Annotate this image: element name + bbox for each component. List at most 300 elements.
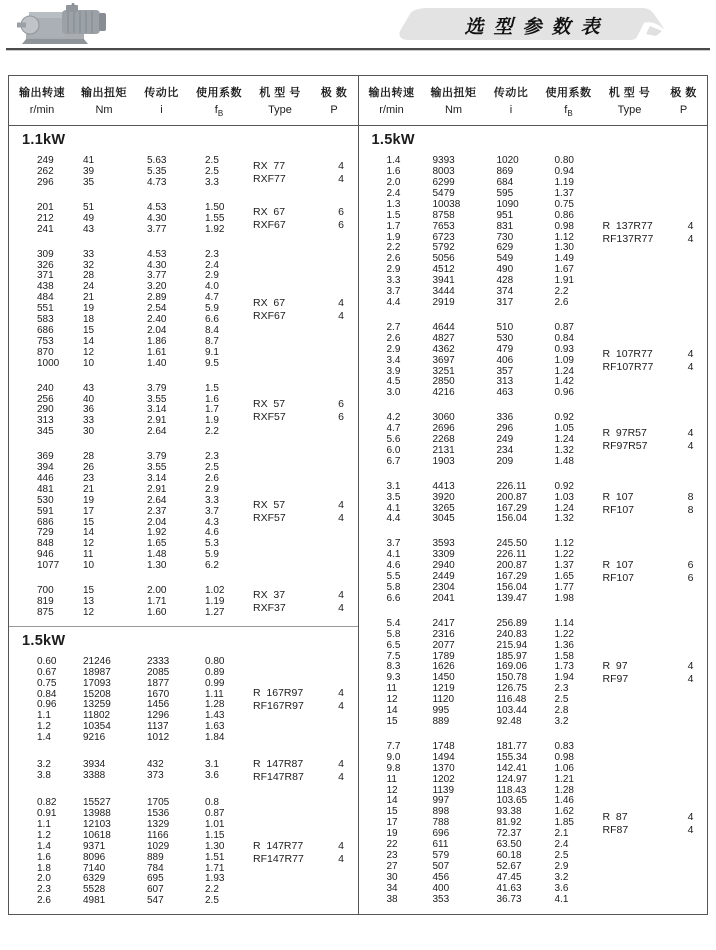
ratio-value: 296 [496, 423, 514, 435]
output-torque-value: 12 [83, 606, 95, 618]
model-type-value: RX 37 [253, 589, 286, 602]
output-speed-value: 15 [386, 806, 398, 818]
ratio-value: 695 [147, 873, 164, 885]
output-torque-value: 1139 [432, 784, 455, 796]
ratio-value: 2.89 [147, 292, 167, 304]
output-speed-value: 14 [386, 705, 398, 717]
service-factor-value: 1.12 [554, 538, 574, 550]
output-speed-value: 9.3 [386, 672, 401, 684]
service-factor-value: 2.9 [554, 860, 569, 872]
output-speed-value: 6.7 [386, 455, 401, 467]
output-torque-value: 17 [83, 505, 95, 517]
pole-count-value: 4 [338, 499, 344, 512]
ratio-value: 432 [147, 759, 164, 771]
output-torque-value: 18 [83, 314, 95, 326]
pole-count-value: 6 [687, 572, 694, 585]
ratio-value: 81.92 [496, 817, 522, 829]
pole-count [327, 499, 355, 525]
column-header-5 [662, 84, 706, 118]
pole-count-value: 4 [687, 440, 694, 453]
output-torque-value: 8758 [432, 209, 455, 221]
service-factor-value: 1.62 [554, 806, 574, 818]
model-type-value: R 97R57 [602, 427, 647, 440]
ratio-value: 2.64 [147, 426, 167, 438]
column-label: 输出扭矩 [430, 87, 477, 99]
output-speed-value: 3.2 [37, 759, 51, 771]
service-factor-value: 2.5 [205, 155, 219, 167]
group-values [37, 250, 251, 370]
service-factor-value: 1.24 [554, 365, 574, 377]
output-torque-value: 11802 [83, 710, 111, 722]
output-torque-value: 21246 [83, 655, 111, 667]
ratio-value: 2.04 [147, 324, 167, 336]
service-factor-value: 2.5 [554, 849, 569, 861]
ratio-value: 156.04 [496, 582, 528, 593]
service-factor-value: 1.65 [554, 571, 574, 583]
ratio-value: 52.67 [496, 860, 522, 872]
ratio-value: 3.14 [147, 404, 167, 416]
output-speed-value: 4.4 [386, 513, 401, 525]
output-torque-value: 1219 [432, 683, 455, 695]
output-torque-value: 3444 [432, 286, 455, 298]
pole-count [327, 206, 355, 232]
parameter-group [9, 196, 358, 243]
column-unit: $f_B$ [214, 104, 224, 119]
column-header-1 [75, 84, 133, 118]
output-torque-value: 3593 [432, 538, 455, 550]
output-speed-value: 551 [37, 303, 54, 315]
output-torque-value: 43 [83, 223, 95, 235]
parameter-group [9, 751, 358, 791]
output-torque-value: 8003 [432, 166, 455, 178]
ratio-value: 124.97 [496, 773, 528, 785]
pole-count-value: 4 [338, 159, 344, 172]
output-speed-value: 686 [37, 324, 54, 336]
output-torque-value: 12 [83, 538, 95, 550]
column-unit: Type [617, 104, 642, 116]
model-type-value: RXF57 [253, 410, 286, 423]
model-type [253, 297, 327, 323]
output-torque-value: 17093 [83, 677, 111, 689]
output-torque-value: 6299 [432, 177, 455, 188]
ratio-value: 607 [147, 884, 164, 896]
service-factor-value: 5.9 [205, 549, 219, 561]
model-type-value: R 147R87 [253, 758, 304, 771]
service-factor-value: 2.5 [205, 895, 219, 907]
output-torque-value: 10 [83, 357, 95, 369]
output-torque-value: 3934 [83, 759, 106, 771]
ratio-value: 103.44 [496, 705, 528, 717]
service-factor-value: 2.2 [554, 286, 569, 298]
output-torque-value: 1120 [432, 694, 455, 706]
ratio-value: 336 [496, 412, 514, 424]
pole-count-value: 4 [338, 512, 344, 525]
output-torque-value: 39 [83, 166, 95, 178]
output-speed-value: 11 [386, 773, 397, 785]
parameter-group [9, 377, 358, 446]
output-speed-value: 484 [37, 292, 54, 304]
parameter-group [359, 406, 708, 475]
output-speed-value: 3.5 [386, 491, 401, 503]
output-speed-value: 1.9 [386, 231, 401, 243]
output-torque-value: 7653 [432, 220, 455, 232]
pole-count [677, 660, 705, 686]
pole-count-value: 4 [338, 687, 344, 700]
pole-count-value: 4 [338, 852, 344, 865]
output-torque-value: 9393 [432, 155, 455, 167]
output-torque-value: 13 [83, 596, 95, 607]
service-factor-value: 1.12 [554, 231, 574, 243]
ratio-value: 139.47 [496, 592, 528, 604]
output-speed-value: 1.3 [386, 198, 401, 210]
output-speed-value: 446 [37, 472, 54, 484]
output-torque-value: 15527 [83, 797, 111, 809]
output-torque-value: 7140 [83, 862, 106, 874]
model-type-value: R 167R97 [253, 687, 304, 700]
output-torque-value: 5792 [432, 242, 455, 254]
pole-count-value: 6 [338, 206, 344, 219]
ratio-value: 374 [496, 286, 514, 298]
output-speed-value: 848 [37, 538, 54, 550]
output-torque-value: 5479 [432, 187, 455, 199]
ratio-value: 92.48 [496, 715, 522, 727]
ratio-value: 313 [496, 376, 514, 388]
ratio-value: 730 [496, 231, 514, 243]
output-torque-value: 3920 [432, 491, 455, 503]
service-factor-value: 0.92 [554, 480, 574, 492]
ratio-value: 479 [496, 343, 514, 355]
output-torque-value: 1370 [432, 762, 455, 774]
output-speed-value: 0.60 [37, 655, 57, 667]
service-factor-value: 1.94 [554, 672, 574, 684]
pole-count-value: 4 [338, 602, 344, 615]
pole-count-value: 4 [687, 823, 694, 836]
model-type-value: RXF77 [253, 172, 286, 185]
ratio-value: 2085 [147, 666, 170, 678]
ratio-value: 3.14 [147, 472, 167, 484]
service-factor-value: 2.2 [205, 884, 219, 896]
pole-count-value: 4 [687, 232, 694, 245]
ratio-value: 4.53 [147, 248, 167, 260]
service-factor-value: 1.14 [554, 617, 574, 629]
output-torque-value: 15 [83, 324, 95, 336]
model-type [603, 491, 677, 517]
group-values [37, 760, 251, 782]
ratio-value: 2.40 [147, 314, 167, 326]
group-values [387, 413, 601, 468]
service-factor-value: 1.5 [205, 382, 219, 394]
column-label: 机 型 号 [259, 87, 301, 99]
model-type [603, 559, 677, 585]
service-factor-value: 0.98 [554, 751, 574, 763]
ratio-value: 2.64 [147, 494, 167, 506]
ratio-value: 889 [147, 851, 164, 863]
output-speed-value: 27 [386, 860, 398, 872]
output-torque-value: 4512 [432, 264, 455, 276]
output-torque-value: 995 [432, 705, 450, 717]
pole-count-value: 8 [687, 490, 694, 503]
service-factor-value: 2.5 [554, 694, 569, 706]
parameter-group [9, 579, 358, 626]
ratio-value: 167.29 [496, 502, 528, 514]
ratio-value: 463 [496, 387, 514, 399]
output-speed-value: 1.1 [37, 710, 51, 722]
group-values [37, 156, 251, 189]
service-factor-value: 0.87 [205, 807, 225, 819]
ratio-value: 3.55 [147, 393, 167, 405]
service-factor-value: 0.86 [554, 209, 574, 221]
group-values [387, 156, 601, 309]
output-speed-value: 3.0 [386, 387, 401, 399]
ratio-value: 200.87 [496, 491, 528, 503]
output-speed-value: 6.6 [386, 592, 401, 604]
service-factor-value: 2.3 [205, 451, 219, 463]
service-factor-value: 0.8 [205, 797, 219, 809]
ratio-value: 1.86 [147, 335, 167, 347]
service-factor-value: 4.0 [205, 281, 219, 293]
output-torque-value: 2417 [432, 617, 455, 629]
output-torque-value: 1494 [432, 751, 455, 763]
model-type-value: RXF37 [253, 602, 286, 615]
ratio-value: 142.41 [496, 762, 528, 774]
ratio-value: 530 [496, 332, 514, 344]
output-speed-value: 1.2 [37, 721, 51, 733]
service-factor-value: 0.89 [205, 666, 225, 678]
output-speed-value: 1.4 [37, 732, 51, 744]
power-section-label: 1.5kW [9, 626, 358, 650]
output-speed-value: 1.8 [37, 862, 51, 874]
ratio-value: 1670 [147, 688, 170, 700]
output-torque-value: 4981 [83, 895, 106, 907]
service-factor-value: 3.2 [554, 871, 569, 883]
output-speed-value: 2.9 [386, 264, 401, 276]
output-speed-value: 700 [37, 585, 54, 597]
service-factor-value: 4.3 [205, 516, 219, 528]
pole-count-value: 4 [338, 309, 344, 322]
ratio-value: 510 [496, 321, 514, 333]
output-speed-value: 345 [37, 426, 54, 438]
ratio-value: 93.38 [496, 806, 522, 818]
output-torque-value: 889 [432, 715, 450, 727]
output-speed-value: 5.5 [386, 571, 401, 583]
model-type-value: RF97 [602, 673, 629, 686]
output-speed-value: 3.4 [386, 354, 401, 366]
ratio-value: 1.30 [147, 560, 167, 572]
parameter-group [9, 445, 358, 579]
table-left-half [9, 76, 359, 914]
ratio-value: 951 [496, 209, 514, 221]
ratio-value: 784 [147, 862, 164, 874]
output-torque-value: 353 [432, 893, 450, 905]
output-torque-value: 26 [83, 462, 95, 474]
model-type-value: R 97 [602, 660, 628, 673]
output-torque-value: 4362 [432, 343, 455, 355]
output-speed-value: 4.1 [386, 502, 401, 514]
ratio-value: 1.65 [147, 538, 167, 550]
service-factor-value: 2.3 [554, 683, 569, 695]
service-factor-value: 1.01 [205, 818, 225, 830]
service-factor-value: 1.06 [554, 762, 574, 774]
output-torque-value: 2077 [432, 639, 455, 651]
pole-count [327, 687, 355, 713]
service-factor-value: 1.9 [205, 415, 219, 427]
ratio-value: 2.91 [147, 483, 167, 495]
service-factor-value: 1.05 [554, 423, 574, 435]
output-torque-value: 21 [83, 483, 95, 495]
service-factor-value: 1.98 [554, 592, 574, 604]
output-speed-value: 4.4 [386, 296, 401, 308]
service-factor-value: 1.92 [205, 223, 225, 235]
pole-count [677, 427, 705, 453]
column-unit: Type [268, 104, 292, 116]
service-factor-value: 4.6 [205, 527, 219, 539]
ratio-value: 126.75 [496, 683, 528, 695]
output-speed-value: 0.84 [37, 688, 57, 700]
output-torque-value: 3045 [432, 513, 455, 525]
column-header-1 [425, 84, 483, 118]
ratio-value: 595 [496, 187, 514, 199]
pole-count-value: 4 [338, 700, 344, 713]
output-speed-value: 313 [37, 415, 54, 427]
column-header-2 [483, 84, 540, 118]
output-speed-value: 309 [37, 248, 54, 260]
service-factor-value: 0.87 [554, 321, 574, 333]
ratio-value: 317 [496, 296, 514, 308]
service-factor-value: 1.21 [554, 773, 574, 785]
ratio-value: 2.37 [147, 505, 167, 517]
model-type [603, 348, 677, 374]
output-speed-value: 1.6 [386, 166, 401, 178]
service-factor-value: 2.5 [205, 462, 219, 474]
model-type-value: R 107R77 [602, 348, 653, 361]
selection-parameter-table [8, 75, 708, 915]
ratio-value: 1090 [496, 198, 519, 210]
output-torque-value: 35 [83, 177, 95, 188]
group-values [387, 619, 601, 728]
ratio-value: 1.61 [147, 346, 167, 358]
column-label: 传动比 [493, 87, 529, 99]
ratio-value: 3.77 [147, 223, 167, 235]
service-factor-value: 1.55 [205, 212, 225, 224]
service-factor-value: 1.43 [205, 710, 225, 722]
service-factor-value: 6.2 [205, 560, 219, 572]
pole-count [677, 559, 705, 585]
output-torque-value: 3697 [432, 354, 455, 366]
ratio-value: 549 [496, 253, 514, 265]
output-speed-value: 290 [37, 404, 54, 416]
service-factor-value: 3.7 [205, 505, 219, 517]
output-speed-value: 0.91 [37, 807, 57, 819]
service-factor-value: 3.1 [205, 759, 219, 771]
parameter-group [9, 650, 358, 751]
output-speed-value: 0.75 [37, 677, 57, 689]
ratio-value: 226.11 [496, 480, 527, 492]
service-factor-value: 9.1 [205, 346, 219, 358]
ratio-value: 1137 [147, 721, 169, 733]
service-factor-value: 0.98 [554, 220, 574, 232]
output-torque-value: 4827 [432, 332, 455, 344]
output-speed-value: 3.9 [386, 365, 401, 377]
ratio-value: 1166 [147, 829, 169, 841]
output-speed-value: 11 [386, 683, 397, 695]
output-torque-value: 4644 [432, 321, 455, 333]
service-factor-value: 0.83 [554, 740, 574, 752]
output-speed-value: 591 [37, 505, 54, 517]
column-label: 使用系数 [196, 87, 242, 99]
pole-count-value: 4 [687, 348, 694, 361]
column-header-3 [190, 84, 248, 118]
pole-count-value: 4 [338, 296, 344, 309]
output-torque-value: 36 [83, 404, 95, 416]
ratio-value: 185.97 [496, 650, 528, 662]
output-torque-value: 898 [432, 806, 450, 818]
model-type [603, 427, 677, 453]
output-speed-value: 30 [386, 871, 398, 883]
output-speed-value: 0.82 [37, 797, 57, 809]
model-type-value: RX 67 [253, 206, 286, 219]
ratio-value: 63.50 [496, 839, 522, 851]
ratio-value: 116.48 [496, 694, 527, 706]
output-speed-value: 2.6 [386, 253, 401, 265]
service-factor-value: 1.7 [205, 404, 219, 416]
output-speed-value: 371 [37, 270, 54, 282]
model-type-value: RF107 [602, 572, 635, 585]
ratio-value: 406 [496, 354, 514, 366]
output-speed-value: 0.67 [37, 666, 57, 678]
ratio-value: 240.83 [496, 628, 528, 640]
column-label: 机 型 号 [608, 87, 651, 99]
service-factor-value: 1.91 [554, 275, 574, 287]
output-speed-value: 12 [386, 694, 398, 706]
column-label: 极 数 [320, 87, 348, 99]
output-torque-value: 788 [432, 817, 450, 829]
ratio-value: 3.55 [147, 462, 167, 474]
output-speed-value: 15 [386, 715, 398, 727]
service-factor-value: 2.1 [554, 828, 569, 840]
ratio-value: 234 [496, 444, 514, 456]
output-torque-value: 4413 [432, 480, 455, 492]
model-type-value: RXF67 [253, 309, 286, 322]
model-type-value: R 147R77 [253, 839, 304, 852]
output-torque-value: 4216 [432, 387, 455, 399]
output-speed-value: 201 [37, 201, 54, 213]
output-torque-value: 1626 [432, 661, 455, 673]
output-speed-value: 4.1 [386, 549, 401, 561]
service-factor-value: 1.11 [205, 688, 224, 700]
model-type-value: RF107R77 [602, 361, 654, 374]
service-factor-value: 1.22 [554, 628, 574, 640]
ratio-value: 1012 [147, 732, 170, 744]
output-torque-value: 11 [83, 549, 94, 561]
group-values [37, 798, 251, 907]
ratio-value: 226.11 [496, 549, 527, 561]
ratio-value: 256.89 [496, 617, 528, 629]
output-speed-value: 729 [37, 527, 54, 539]
output-torque-value: 3309 [432, 549, 455, 561]
output-torque-value: 1202 [432, 773, 455, 785]
ratio-value: 1020 [496, 155, 519, 167]
model-type-value: RF107 [602, 503, 635, 516]
column-header-3 [540, 84, 598, 118]
output-speed-value: 241 [37, 223, 54, 235]
ratio-value: 5.63 [147, 155, 167, 167]
service-factor-value: 0.96 [554, 387, 574, 399]
model-type-value: RX 77 [253, 159, 286, 172]
ratio-value: 629 [496, 242, 514, 254]
service-factor-value: 1.51 [205, 851, 225, 863]
column-label: 输出转速 [19, 87, 65, 99]
pole-count-value: 4 [687, 810, 694, 823]
